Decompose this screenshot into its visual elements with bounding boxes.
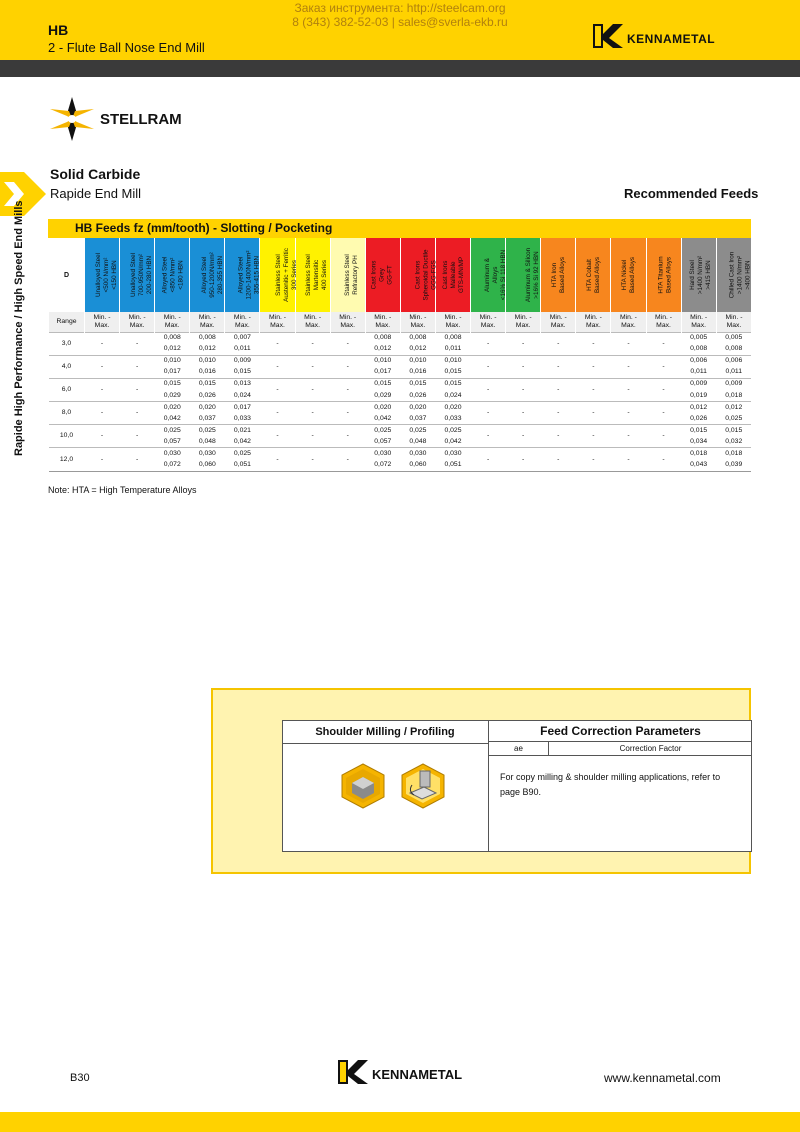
feed-cell-empty: -	[330, 378, 365, 401]
copy-milling-note: For copy milling & shoulder milling applications, refer to page B90.	[500, 772, 721, 797]
feed-min-cell: 0,012	[716, 402, 751, 414]
feed-min-cell: 0,030	[155, 448, 190, 460]
minmax-label: Min. - Max.	[716, 312, 751, 332]
material-header-row	[49, 238, 752, 312]
material-header-line: Based Alloys	[665, 256, 673, 294]
material-header-line: 355-415 HBN	[253, 255, 261, 295]
feed-cell-empty: -	[611, 402, 646, 425]
feed-max-cell: 0,024	[233, 391, 251, 399]
material-header-2	[155, 238, 190, 312]
feed-max-cell: 0,011	[690, 368, 707, 376]
minmax-label: Min. - Max.	[365, 312, 400, 332]
material-header-line: 950-1200N/mm²	[209, 252, 217, 298]
material-header-line: Cast Irons	[414, 260, 422, 290]
feed-cell-empty: -	[85, 355, 120, 378]
feed-cell-empty: -	[260, 378, 295, 401]
feed-cell-empty: -	[646, 355, 681, 378]
feed-max-cell: 0,025	[725, 414, 743, 422]
minmax-label: Min. - Max.	[576, 312, 611, 332]
diameter-cell: 3,0	[49, 332, 85, 355]
feed-max-cell: 0,057	[163, 437, 181, 445]
feed-cell-empty: -	[471, 425, 506, 448]
feed-max-cell: 0,018	[725, 391, 743, 399]
material-header-3	[190, 238, 225, 312]
stellram-wordmark: STELLRAM	[100, 111, 182, 128]
feed-cell-empty: -	[576, 332, 611, 355]
material-header-line: Based Alloys	[629, 256, 637, 294]
material-header-line: >415 HBN	[704, 260, 712, 290]
feed-max-cell: 0,024	[444, 391, 462, 399]
feed-cell-empty: -	[611, 448, 646, 471]
feed-min-cell: 0,021	[225, 425, 260, 437]
feed-min-cell: 0,015	[365, 378, 400, 390]
feed-min-cell: 0,005	[716, 332, 751, 344]
material-header-17	[681, 238, 716, 312]
section-title: Solid Carbide	[50, 166, 141, 182]
feed-max-cell: 0,042	[444, 437, 462, 445]
feed-cell-empty: -	[295, 355, 330, 378]
feed-cell-empty: -	[646, 425, 681, 448]
feed-cell-empty: -	[541, 402, 576, 425]
material-header-line: Alloyed Steel	[161, 256, 169, 294]
minmax-label: Min. - Max.	[225, 312, 260, 332]
material-header-line: Refractory PH	[351, 255, 359, 295]
material-header-line: Malleable	[449, 261, 457, 289]
feed-max-cell: 0,016	[198, 368, 216, 376]
feed-cell-empty: -	[471, 402, 506, 425]
material-header-line: <16% Si 118 HBN	[500, 249, 508, 301]
feed-cell-empty: -	[330, 355, 365, 378]
table-title-text: HB Feeds fz (mm/tooth) - Slotting / Pocketing	[75, 221, 333, 235]
minmax-label: Min. - Max.	[506, 312, 541, 332]
feed-max-cell: 0,012	[198, 345, 216, 353]
feed-min-cell: 0,020	[435, 402, 470, 414]
feed-cell-empty: -	[471, 378, 506, 401]
material-header-line: Austenitic + Ferritic	[283, 248, 291, 302]
feed-cell-empty: -	[330, 402, 365, 425]
minmax-label: Min. - Max.	[120, 312, 155, 332]
order-line-2: 8 (343) 382-52-03 | sales@sverla-ekb.ru	[292, 15, 508, 29]
material-header-line: Alloyed Steel	[201, 256, 209, 294]
minmax-label: Min. - Max.	[260, 312, 295, 332]
shoulder-milling-title: Shoulder Milling / Profiling	[282, 720, 489, 744]
feed-cell-empty: -	[506, 332, 541, 355]
minmax-label: Min. - Max.	[330, 312, 365, 332]
diameter-cell: 8,0	[49, 402, 85, 425]
material-header-0	[85, 238, 120, 312]
feed-cell-empty: -	[576, 378, 611, 401]
feed-cell-empty: -	[646, 448, 681, 471]
feed-cell-empty: -	[85, 378, 120, 401]
feed-cell-empty: -	[330, 448, 365, 471]
feed-min-cell: 0,030	[190, 448, 225, 460]
feed-cell-empty: -	[541, 378, 576, 401]
feed-max-cell: 0,015	[444, 368, 462, 376]
feed-cell-empty: -	[576, 402, 611, 425]
table-title	[48, 219, 751, 238]
material-header-line: >1400 N/mm²	[735, 255, 743, 295]
material-header-line: Unalloyed Steel	[130, 252, 138, 298]
feed-cell-empty: -	[260, 332, 295, 355]
feed-cell-empty: -	[541, 355, 576, 378]
material-header-line: Aluminum &	[484, 258, 492, 292]
feed-max-cell: 0,026	[198, 391, 216, 399]
material-header-line: <180 HBN	[177, 260, 185, 290]
feed-min-cell: 0,015	[400, 378, 435, 390]
footer-band	[0, 1112, 800, 1132]
feed-cell-empty: -	[541, 448, 576, 471]
material-header-9	[400, 238, 438, 312]
feed-min-cell: 0,010	[190, 355, 225, 367]
feed-cell-empty: -	[120, 332, 155, 355]
feed-cell-empty: -	[506, 425, 541, 448]
minmax-label: Min. - Max.	[85, 312, 120, 332]
kennametal-footer-wordmark: KENNAMETAL	[372, 1067, 463, 1082]
feed-max-cell: 0,057	[374, 437, 392, 445]
feed-cell-empty: -	[85, 425, 120, 448]
feed-cell-empty: -	[120, 355, 155, 378]
material-header-11	[471, 238, 506, 312]
feed-min-cell: 0,007	[225, 332, 260, 344]
material-header-6	[295, 238, 330, 312]
feed-min-cell: 0,008	[400, 332, 435, 344]
material-header-line: 280-355 HBN	[217, 255, 225, 295]
material-header-line: 1200-1400N/mm²	[245, 250, 253, 300]
material-header-line: Aluminum & Silicon	[525, 247, 533, 303]
feed-cell-empty: -	[646, 402, 681, 425]
feed-min-cell: 0,025	[400, 425, 435, 437]
material-header-line: >16% Si 92 HBN	[533, 251, 541, 299]
product-code: HB	[48, 22, 69, 38]
kennametal-footer-logo	[336, 1058, 476, 1086]
material-header-line: Spheroidal Ductile	[422, 249, 430, 301]
table-row	[49, 402, 752, 414]
diameter-cell: 6,0	[49, 378, 85, 401]
kennametal-logo	[591, 22, 731, 50]
material-header-line: Cast Irons	[441, 260, 449, 290]
feed-max-cell: 0,017	[163, 368, 181, 376]
feed-max-cell: 0,026	[690, 414, 708, 422]
material-header-8	[365, 238, 400, 312]
feed-max-cell: 0,039	[716, 460, 751, 472]
feed-min-cell: 0,015	[681, 425, 716, 437]
feed-cell-empty: -	[330, 425, 365, 448]
feeds-table	[48, 238, 751, 472]
feed-cell-empty: -	[506, 378, 541, 401]
material-header-line: 700-950N/mm²	[138, 254, 146, 297]
feed-max-cell: 0,008	[725, 345, 743, 353]
feed-min-cell: 0,030	[400, 448, 435, 460]
material-header-line: Based Alloys	[594, 256, 602, 294]
minmax-label: Min. - Max.	[681, 312, 716, 332]
feed-max-cell: 0,011	[234, 345, 251, 353]
feed-cell-empty: -	[295, 425, 330, 448]
material-header-line: Chilled Cast Iron	[727, 251, 735, 299]
material-header-line: HTA Cobalt	[586, 259, 594, 291]
feed-min-cell: 0,008	[190, 332, 225, 344]
feed-cell-empty: -	[295, 402, 330, 425]
feed-cell-empty: -	[506, 402, 541, 425]
feed-cell-empty: -	[120, 378, 155, 401]
feed-cell-empty: -	[260, 402, 295, 425]
feed-min-cell: 0,030	[435, 448, 470, 460]
feed-max-cell: 0,012	[409, 345, 427, 353]
feed-min-cell: 0,015	[716, 425, 751, 437]
table-row	[49, 355, 752, 367]
feed-max-cell: 0,029	[374, 391, 392, 399]
feed-min-cell: 0,015	[155, 378, 190, 390]
range-label: Range	[49, 312, 85, 332]
feed-cell-empty: -	[611, 378, 646, 401]
feed-max-cell: 0,033	[233, 414, 251, 422]
feed-cell-empty: -	[120, 402, 155, 425]
minmax-label: Min. - Max.	[400, 312, 435, 332]
material-header-line: <150 HBN	[111, 260, 119, 290]
material-header-12	[506, 238, 541, 312]
feed-cell-empty: -	[576, 425, 611, 448]
feed-min-cell: 0,020	[190, 402, 225, 414]
feed-min-cell: 0,010	[435, 355, 470, 367]
feed-max-cell: 0,037	[409, 414, 427, 422]
feed-min-cell: 0,025	[435, 425, 470, 437]
feed-max-cell: 0,017	[374, 368, 392, 376]
feed-max-cell: 0,037	[198, 414, 216, 422]
material-header-line: >400 HBN	[743, 260, 751, 290]
page-number: B30	[70, 1072, 90, 1084]
minmax-label: Min. - Max.	[541, 312, 576, 332]
material-header-15	[611, 238, 646, 312]
feed-max-cell: 0,072	[365, 460, 400, 472]
feed-max-cell: 0,048	[409, 437, 427, 445]
feed-max-cell: 0,051	[435, 460, 470, 472]
feed-max-cell: 0,029	[163, 391, 181, 399]
feed-min-cell: 0,025	[190, 425, 225, 437]
material-header-line: 300 Series	[291, 259, 299, 291]
order-line-1: Заказ инструмента: http://steelcam.org	[294, 1, 506, 15]
header-dark-bar	[0, 60, 800, 77]
feed-min-cell: 0,010	[155, 355, 190, 367]
feed-min-cell: 0,018	[716, 448, 751, 460]
recommended-feeds-heading: Recommended Feeds	[624, 186, 759, 201]
material-header-line: 200-280 HBN	[146, 255, 154, 295]
feed-max-cell: 0,051	[225, 460, 260, 472]
section-subtitle: Rapide End Mill	[50, 186, 142, 201]
material-header-line: HTA Titanium	[657, 256, 665, 294]
feed-min-cell: 0,009	[681, 378, 716, 390]
feed-cell-empty: -	[471, 355, 506, 378]
stellram-logo	[48, 95, 188, 143]
feed-cell-empty: -	[611, 425, 646, 448]
table-note: Note: HTA = High Temperature Alloys	[48, 485, 197, 495]
table-row	[49, 332, 752, 344]
feed-min-cell: 0,015	[435, 378, 470, 390]
feed-cell-empty: -	[506, 448, 541, 471]
feed-max-cell: 0,042	[374, 414, 392, 422]
diameter-cell: 12,0	[49, 448, 85, 471]
feed-min-cell: 0,025	[155, 425, 190, 437]
feed-cell-empty: -	[576, 355, 611, 378]
feed-cell-empty: -	[541, 332, 576, 355]
diameter-cell: 4,0	[49, 355, 85, 378]
feed-min-cell: 0,020	[155, 402, 190, 414]
range-row	[49, 312, 752, 332]
material-header-line: >1400 N/mm²	[696, 255, 704, 295]
material-header-line: GTS-MN/MP	[457, 256, 465, 294]
feed-max-cell: 0,011	[444, 345, 462, 353]
feed-min-cell: 0,025	[225, 448, 260, 460]
feed-max-cell: 0,015	[233, 368, 251, 376]
material-header-16	[646, 238, 681, 312]
feed-max-cell: 0,060	[400, 460, 435, 472]
feed-cell-empty: -	[611, 332, 646, 355]
feed-min-cell: 0,009	[225, 355, 260, 367]
feed-cell-empty: -	[85, 402, 120, 425]
material-header-14	[576, 238, 611, 312]
table-row	[49, 448, 752, 460]
material-header-line: Stainless Steel	[304, 254, 312, 296]
feed-min-cell: 0,018	[681, 448, 716, 460]
feed-min-cell: 0,009	[716, 378, 751, 390]
minmax-label: Min. - Max.	[646, 312, 681, 332]
feed-cell-empty: -	[85, 448, 120, 471]
feed-cell-empty: -	[330, 332, 365, 355]
feed-cell-empty: -	[506, 355, 541, 378]
material-header-line: Unalloyed Steel	[95, 252, 103, 298]
material-header-4	[225, 238, 260, 312]
feed-cell-empty: -	[576, 448, 611, 471]
shoulder-milling-hex-icon	[340, 763, 386, 809]
feed-max-cell: 0,032	[725, 437, 743, 445]
feed-cell-empty: -	[471, 448, 506, 471]
side-label	[10, 200, 30, 456]
feed-cell-empty: -	[85, 332, 120, 355]
material-header-13	[541, 238, 576, 312]
feed-cell-empty: -	[295, 332, 330, 355]
feed-max-cell: 0,060	[190, 460, 225, 472]
material-header-line: Martensitic	[312, 259, 320, 291]
material-header-line: Alloys	[492, 266, 500, 284]
feed-max-cell: 0,012	[374, 345, 392, 353]
ae-label: ae	[489, 742, 549, 756]
feed-min-cell: 0,008	[155, 332, 190, 344]
material-header-line: HTA Nickel	[621, 259, 629, 291]
feed-max-cell: 0,033	[444, 414, 462, 422]
material-header-line: <850 N/mm²	[169, 257, 177, 293]
minmax-label: Min. - Max.	[611, 312, 646, 332]
material-header-7	[330, 238, 365, 312]
minmax-label: Min. - Max.	[155, 312, 190, 332]
feed-min-cell: 0,010	[400, 355, 435, 367]
material-header-5	[260, 238, 299, 312]
minmax-label: Min. - Max.	[435, 312, 470, 332]
feed-cell-empty: -	[260, 355, 295, 378]
diameter-cell: 10,0	[49, 425, 85, 448]
material-header-1	[120, 238, 155, 312]
feed-min-cell: 0,017	[225, 402, 260, 414]
feed-max-cell: 0,042	[233, 437, 251, 445]
feed-min-cell: 0,006	[716, 355, 751, 367]
feed-cell-empty: -	[260, 448, 295, 471]
feed-min-cell: 0,010	[365, 355, 400, 367]
feed-cell-empty: -	[295, 378, 330, 401]
kennametal-wordmark: KENNAMETAL	[627, 32, 716, 46]
feed-min-cell: 0,030	[365, 448, 400, 460]
feed-max-cell: 0,072	[155, 460, 190, 472]
table-row	[49, 425, 752, 437]
material-header-line: GG-FT	[386, 265, 394, 285]
side-label-text: Rapide High Performance / High Speed End Mills	[13, 200, 25, 456]
feed-max-cell: 0,048	[198, 437, 216, 445]
feed-cell-empty: -	[120, 425, 155, 448]
material-header-line: Cast Irons	[370, 260, 378, 290]
feed-max-cell: 0,019	[690, 391, 708, 399]
feed-correction-title: Feed Correction Parameters	[489, 720, 752, 742]
material-header-line: <500 N/mm²	[103, 257, 111, 293]
material-header-line: HTA Iron	[551, 262, 559, 288]
material-header-line: 400 Series	[320, 259, 328, 291]
feed-cell-empty: -	[295, 448, 330, 471]
material-header-line: Stainless Steel	[275, 254, 283, 296]
feed-min-cell: 0,008	[365, 332, 400, 344]
feed-min-cell: 0,008	[435, 332, 470, 344]
minmax-label: Min. - Max.	[295, 312, 330, 332]
feed-max-cell: 0,042	[163, 414, 181, 422]
feed-cell-empty: -	[611, 355, 646, 378]
material-header-line: Hard Steel	[688, 260, 696, 290]
feed-min-cell: 0,012	[681, 402, 716, 414]
feed-cell-empty: -	[646, 378, 681, 401]
feed-max-cell: 0,008	[690, 345, 708, 353]
material-header-line: Grey	[378, 268, 386, 282]
table-row	[49, 378, 752, 390]
feed-cell-empty: -	[471, 332, 506, 355]
material-header-10	[435, 238, 470, 312]
material-header-line: Based Alloys	[559, 256, 567, 294]
feed-min-cell: 0,015	[190, 378, 225, 390]
feed-cell-empty: -	[646, 332, 681, 355]
feed-max-cell: 0,012	[163, 345, 181, 353]
feed-cell-empty: -	[260, 425, 295, 448]
correction-factor-label: Correction Factor	[549, 742, 752, 756]
material-header-line: GGG-FGS	[430, 260, 438, 290]
footer-url[interactable]: www.kennametal.com	[604, 1071, 721, 1085]
feed-min-cell: 0,020	[400, 402, 435, 414]
feed-max-cell: 0,026	[409, 391, 427, 399]
profiling-icon	[400, 763, 446, 809]
material-header-line: Stainless Steel	[343, 254, 351, 296]
feed-max-cell: 0,034	[690, 437, 708, 445]
product-subtitle: 2 - Flute Ball Nose End Mill	[48, 40, 205, 55]
minmax-label: Min. - Max.	[471, 312, 506, 332]
feed-cell-empty: -	[120, 448, 155, 471]
d-header: D	[49, 238, 85, 312]
feed-max-cell: 0,016	[409, 368, 427, 376]
material-header-18	[716, 238, 751, 312]
feed-max-cell: 0,043	[681, 460, 716, 472]
feed-min-cell: 0,020	[365, 402, 400, 414]
feed-max-cell: 0,011	[725, 368, 742, 376]
feed-min-cell: 0,005	[681, 332, 716, 344]
feed-cell-empty: -	[541, 425, 576, 448]
feed-min-cell: 0,013	[225, 378, 260, 390]
minmax-label: Min. - Max.	[190, 312, 225, 332]
material-header-line: Alloyed Steel	[237, 256, 245, 294]
feed-min-cell: 0,025	[365, 425, 400, 437]
feed-min-cell: 0,006	[681, 355, 716, 367]
